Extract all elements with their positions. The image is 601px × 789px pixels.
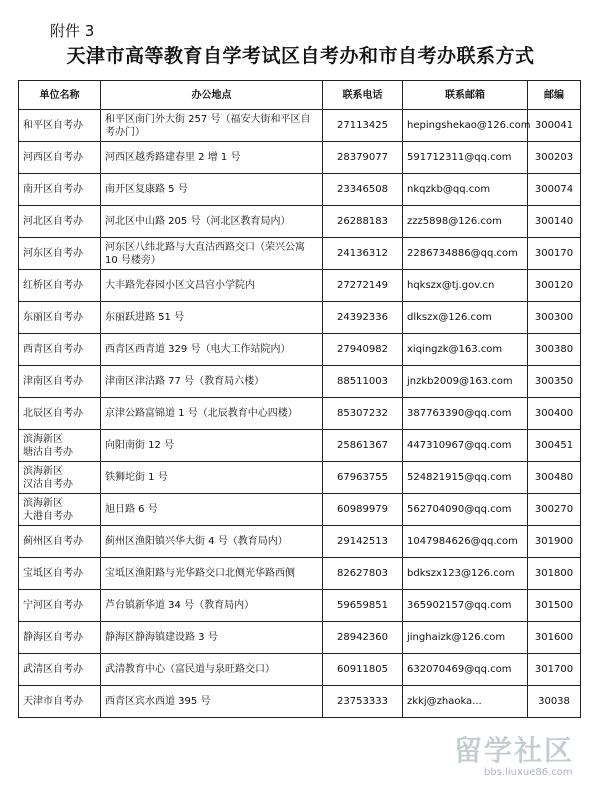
- cell-zip: 301500: [528, 590, 581, 622]
- cell-unit: [19, 302, 101, 334]
- cell-address: 向阳南街 12 号: [101, 430, 323, 462]
- table-row: [19, 398, 581, 430]
- cell-unit: [19, 270, 101, 302]
- cell-email: nkqzkb@qq.com: [403, 174, 528, 206]
- watermark-logo-text: 留学社区: [454, 734, 575, 767]
- unit-name-line: 大港自考办: [23, 510, 73, 522]
- cell-address: 西青区西青道 329 号（电大工作站院内）: [101, 334, 323, 366]
- cell-phone: 27940982: [323, 334, 403, 366]
- cell-zip: 300480: [528, 462, 581, 494]
- cell-phone: 23753333: [323, 686, 403, 718]
- table-row: [19, 366, 581, 398]
- cell-unit: [19, 494, 101, 526]
- contacts-table: [18, 80, 581, 718]
- cell-email: 447310967@qq.com: [403, 430, 528, 462]
- cell-unit: [19, 238, 101, 270]
- column-header-email: 联系邮箱: [403, 81, 528, 110]
- cell-zip: 300041: [528, 110, 581, 142]
- unit-name-line: 北辰区自考办: [23, 408, 83, 419]
- cell-email: 632070469@qq.com: [403, 654, 528, 686]
- cell-email: zkkj@zhaoka...: [403, 686, 528, 718]
- table-row: [19, 462, 581, 494]
- cell-zip: 300120: [528, 270, 581, 302]
- cell-email: 365902157@qq.com: [403, 590, 528, 622]
- cell-unit: [19, 174, 101, 206]
- cell-unit: [19, 654, 101, 686]
- cell-unit: [19, 462, 101, 494]
- cell-email: dlkszx@126.com: [403, 302, 528, 334]
- cell-unit: [19, 622, 101, 654]
- cell-email: 562704090@qq.com: [403, 494, 528, 526]
- table-row: [19, 686, 581, 718]
- cell-phone: 29142513: [323, 526, 403, 558]
- cell-zip: 300140: [528, 206, 581, 238]
- unit-name-line: 河东区自考办: [23, 248, 83, 259]
- unit-name-line: 南开区自考办: [23, 184, 83, 195]
- cell-email: hqkszx@tj.gov.cn: [403, 270, 528, 302]
- cell-email: 387763390@qq.com: [403, 398, 528, 430]
- page-title: 天津市高等教育自学考试区自考办和市自考办联系方式: [66, 45, 535, 67]
- cell-phone: 26288183: [323, 206, 403, 238]
- cell-phone: 60989979: [323, 494, 403, 526]
- cell-address: 津南区津沽路 77 号（教育局六楼）: [101, 366, 323, 398]
- table-row: [19, 494, 581, 526]
- cell-unit: [19, 398, 101, 430]
- unit-name-line: 宝坻区自考办: [23, 568, 83, 579]
- table-row: [19, 334, 581, 366]
- cell-email: 524821915@qq.com: [403, 462, 528, 494]
- table-row: [19, 142, 581, 174]
- cell-unit: [19, 686, 101, 718]
- table-row: [19, 302, 581, 334]
- cell-zip: 300203: [528, 142, 581, 174]
- cell-address: 京津公路富锦道 1 号（北辰教育中心四楼）: [101, 398, 323, 430]
- table-body: [19, 110, 581, 718]
- unit-name-line: 滨海新区: [23, 433, 63, 445]
- unit-name-line: 天津市自考办: [23, 696, 83, 707]
- table-row: [19, 174, 581, 206]
- cell-zip: 30038: [528, 686, 581, 718]
- cell-unit: [19, 526, 101, 558]
- unit-name-line: 滨海新区: [23, 497, 63, 509]
- cell-email: zzz5898@126.com: [403, 206, 528, 238]
- cell-zip: 301800: [528, 558, 581, 590]
- cell-email: 2286734886@qq.com: [403, 238, 528, 270]
- cell-phone: 82627803: [323, 558, 403, 590]
- cell-address: 武清教育中心（富民道与泉旺路交口）: [101, 654, 323, 686]
- unit-name-line: 东丽区自考办: [23, 312, 83, 323]
- cell-unit: [19, 142, 101, 174]
- cell-phone: 24136312: [323, 238, 403, 270]
- cell-address: 河东区八纬北路与大直沽西路交口（荣兴公寓 10 号楼旁）: [101, 238, 323, 270]
- cell-zip: 300380: [528, 334, 581, 366]
- cell-address: 和平区南门外大街 257 号（福安大街和平区自考办门）: [101, 110, 323, 142]
- cell-email: jinghaizk@126.com: [403, 622, 528, 654]
- cell-zip: 300074: [528, 174, 581, 206]
- cell-phone: 88511003: [323, 366, 403, 398]
- table-header-row: [19, 81, 581, 110]
- column-header-phone: 联系电话: [323, 81, 403, 110]
- cell-phone: 25861367: [323, 430, 403, 462]
- cell-address: 芦台镇新华道 34 号（教育局内）: [101, 590, 323, 622]
- cell-unit: [19, 558, 101, 590]
- cell-address: 大丰路先春园小区文昌宫小学院内: [101, 270, 323, 302]
- table-row: [19, 622, 581, 654]
- table-row: [19, 238, 581, 270]
- unit-name-line: 静海区自考办: [23, 632, 83, 643]
- attachment-label: 附件 3: [50, 22, 95, 40]
- column-header-zip: 邮编: [528, 81, 581, 110]
- unit-name-line: 汉沽自考办: [23, 478, 73, 490]
- cell-zip: 301600: [528, 622, 581, 654]
- cell-email: 591712311@qq.com: [403, 142, 528, 174]
- unit-name-line: 滨海新区: [23, 465, 63, 477]
- unit-name-line: 宁河区自考办: [23, 600, 83, 611]
- cell-address: 铁狮坨街 1 号: [101, 462, 323, 494]
- cell-zip: 300170: [528, 238, 581, 270]
- table-row: [19, 206, 581, 238]
- unit-name-line: 河北区自考办: [23, 216, 83, 227]
- cell-address: 静海区静海镇建设路 3 号: [101, 622, 323, 654]
- cell-unit: [19, 206, 101, 238]
- cell-email: 1047984626@qq.com: [403, 526, 528, 558]
- cell-zip: 300300: [528, 302, 581, 334]
- cell-address: 河北区中山路 205 号（河北区教育局内）: [101, 206, 323, 238]
- table-row: [19, 558, 581, 590]
- cell-email: xiqingzk@163.com: [403, 334, 528, 366]
- cell-phone: 28942360: [323, 622, 403, 654]
- cell-unit: [19, 430, 101, 462]
- table-row: [19, 526, 581, 558]
- cell-unit: [19, 590, 101, 622]
- cell-address: 西青区宾水西道 395 号: [101, 686, 323, 718]
- cell-unit: [19, 366, 101, 398]
- unit-name-line: 武清区自考办: [23, 664, 83, 675]
- cell-phone: 23346508: [323, 174, 403, 206]
- cell-phone: 85307232: [323, 398, 403, 430]
- watermark-url: bbs.liuxue86.com: [484, 767, 573, 778]
- table-row: [19, 270, 581, 302]
- cell-phone: 59659851: [323, 590, 403, 622]
- cell-phone: 27272149: [323, 270, 403, 302]
- cell-address: 旭日路 6 号: [101, 494, 323, 526]
- cell-phone: 27113425: [323, 110, 403, 142]
- cell-zip: 301900: [528, 526, 581, 558]
- cell-zip: 300451: [528, 430, 581, 462]
- column-header-unit: 单位名称: [19, 81, 101, 110]
- cell-address: 南开区复康路 5 号: [101, 174, 323, 206]
- unit-name-line: 红桥区自考办: [23, 280, 83, 291]
- cell-zip: 300270: [528, 494, 581, 526]
- cell-zip: 300400: [528, 398, 581, 430]
- column-header-address: 办公地点: [101, 81, 323, 110]
- cell-phone: 60911805: [323, 654, 403, 686]
- table-row: [19, 654, 581, 686]
- cell-unit: [19, 110, 101, 142]
- cell-address: 蓟州区渔阳镇兴华大街 4 号（教育局内）: [101, 526, 323, 558]
- table-row: [19, 110, 581, 142]
- cell-email: bdkszx123@126.com: [403, 558, 528, 590]
- unit-name-line: 蓟州区自考办: [23, 536, 83, 547]
- cell-phone: 24392336: [323, 302, 403, 334]
- cell-address: 宝坻区渔阳路与光华路交口北侧光华路西侧: [101, 558, 323, 590]
- cell-phone: 28379077: [323, 142, 403, 174]
- cell-email: hepingshekao@126.com: [403, 110, 528, 142]
- cell-address: 东丽跃进路 51 号: [101, 302, 323, 334]
- cell-phone: 67963755: [323, 462, 403, 494]
- cell-zip: 301700: [528, 654, 581, 686]
- cell-unit: [19, 334, 101, 366]
- cell-address: 河西区越秀路建春里 2 增 1 号: [101, 142, 323, 174]
- table-row: [19, 590, 581, 622]
- unit-name-line: 和平区自考办: [23, 120, 83, 131]
- unit-name-line: 西青区自考办: [23, 344, 83, 355]
- cell-zip: 300350: [528, 366, 581, 398]
- unit-name-line: 河西区自考办: [23, 152, 83, 163]
- cell-email: jnzkb2009@163.com: [403, 366, 528, 398]
- watermark: [440, 727, 590, 785]
- unit-name-line: 津南区自考办: [23, 376, 83, 387]
- unit-name-line: 塘沽自考办: [23, 446, 73, 458]
- table-row: [19, 430, 581, 462]
